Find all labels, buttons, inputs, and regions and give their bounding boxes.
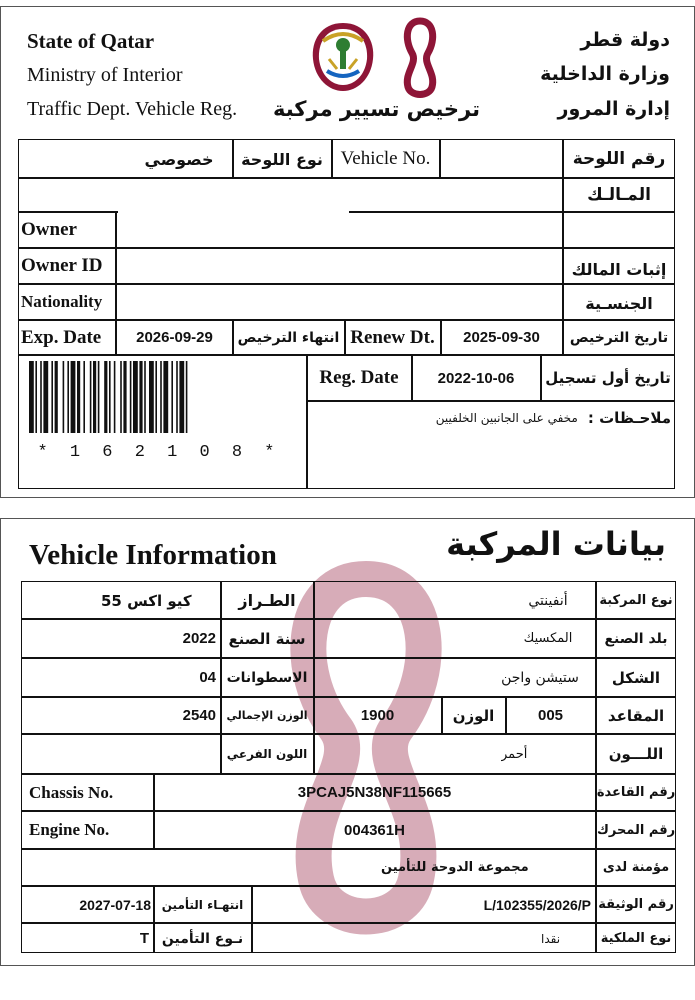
insured-label: مؤمنة لدى [602, 860, 670, 875]
year-label: سنة الصنع [228, 629, 306, 648]
nationality-label: Nationality [21, 292, 103, 311]
plate-type-value: خصوصي [144, 149, 214, 169]
exp-date-label-ar: انتهاء الترخيص [237, 329, 340, 346]
vehicle-info-title-ar: بيانات المركبة [446, 525, 666, 563]
remarks-value: مخفي على الجانبين الخلفيين [435, 411, 578, 425]
policy-label: رقم الوثيقة [598, 897, 674, 912]
country-label: بلد الصنع [604, 630, 668, 647]
year-value: 2022 [182, 630, 216, 647]
color-label: اللـــون [608, 745, 664, 763]
header-title-ar: ترخيص تسيير مركبة [273, 97, 480, 121]
remarks-label: ملاحـظات : [587, 409, 671, 427]
insured-value: مجموعة الدوحة للتأمين [381, 860, 529, 875]
country-value: المكسيك [523, 631, 573, 646]
ins-type-label: نـوع التأمين [161, 930, 244, 947]
renew-label: Renew Dt. [350, 326, 435, 348]
header-traffic-dept: Traffic Dept. Vehicle Reg. [27, 98, 238, 120]
make-label: نوع المركبة [599, 593, 673, 608]
model-label: الطـراز [238, 591, 296, 610]
cylinders-label: الاسطوانات [226, 669, 308, 686]
shape-label: الشكل [611, 668, 661, 687]
vehicle-information-card [0, 518, 695, 966]
policy-value: L/102355/2026/P [483, 896, 591, 913]
chassis-value: 3PCAJ5N38NF115665 [297, 784, 452, 801]
reg-date-label-ar: تاريخ أول تسجيل [545, 369, 671, 387]
remarks-row [421, 403, 671, 433]
ownership-label: نوع الملكية [600, 931, 672, 946]
reg-date-label: Reg. Date [319, 367, 399, 388]
engine-label-ar: رقم المحرك [596, 822, 676, 838]
cylinders-value: 04 [199, 669, 216, 686]
plate-no-label: رقم اللوحة [572, 149, 666, 169]
header-state-ar: دولة قطر [580, 29, 670, 51]
vehicle-registration-card [0, 6, 695, 498]
owner-id-label: Owner ID [21, 255, 103, 276]
engine-value: 004361H [344, 821, 405, 839]
model-value: كيو اكس 55 [101, 591, 192, 610]
header-ministry: Ministry of Interior [27, 64, 183, 86]
weight-label: الوزن [452, 706, 495, 725]
chassis-label: Chassis No. [29, 782, 114, 802]
make-value: أنفينتي [528, 592, 568, 609]
owner-label: Owner [21, 219, 77, 240]
ownership-value: نقدا [541, 931, 561, 946]
barcode-icon [29, 361, 289, 433]
sub-color-label: اللون الفرعي [226, 747, 308, 761]
gross-weight-value: 2540 [182, 707, 216, 724]
exp-date-value: 2026-09-29 [136, 329, 213, 346]
gross-weight-label: الوزن الإجمالي [226, 709, 308, 722]
color-value: أحمر [501, 746, 528, 762]
header-traffic-ar: إدارة المرور [557, 98, 670, 120]
vehicle-no-label: Vehicle No. [340, 148, 431, 169]
tournament-emblem-icon [398, 17, 442, 103]
owner-label-ar: المـالـك [587, 185, 651, 205]
header-ministry-ar: وزارة الداخلية [540, 63, 670, 85]
reg-date-value: 2022-10-06 [437, 369, 515, 387]
renew-value: 2025-09-30 [463, 329, 540, 346]
ins-type-value: T [139, 930, 149, 947]
qatar-seal-icon [307, 19, 379, 95]
renew-label-ar: تاريخ الترخيص [569, 329, 669, 346]
seats-label: المقاعد [607, 706, 665, 725]
nationality-label-ar: الجنسـية [585, 293, 653, 313]
seats-value: 005 [537, 707, 564, 724]
owner-id-label-ar: إثبات المالك [571, 259, 667, 279]
engine-label: Engine No. [29, 820, 110, 839]
shape-value: ستيشن واجن [501, 669, 579, 686]
vehicle-info-title: Vehicle Information [29, 539, 277, 571]
ins-exp-label: انتهـاء التأمين [161, 897, 244, 912]
ins-exp-value: 2027-07-18 [79, 896, 151, 913]
weight-value: 1900 [360, 707, 395, 724]
plate-type-label: نوع اللوحة [241, 149, 323, 169]
chassis-label-ar: رقم القاعدة [596, 785, 676, 800]
barcode-number: * 1 6 2 1 0 8 * [37, 443, 281, 462]
header-state: State of Qatar [27, 29, 155, 53]
exp-date-label: Exp. Date [21, 326, 102, 348]
